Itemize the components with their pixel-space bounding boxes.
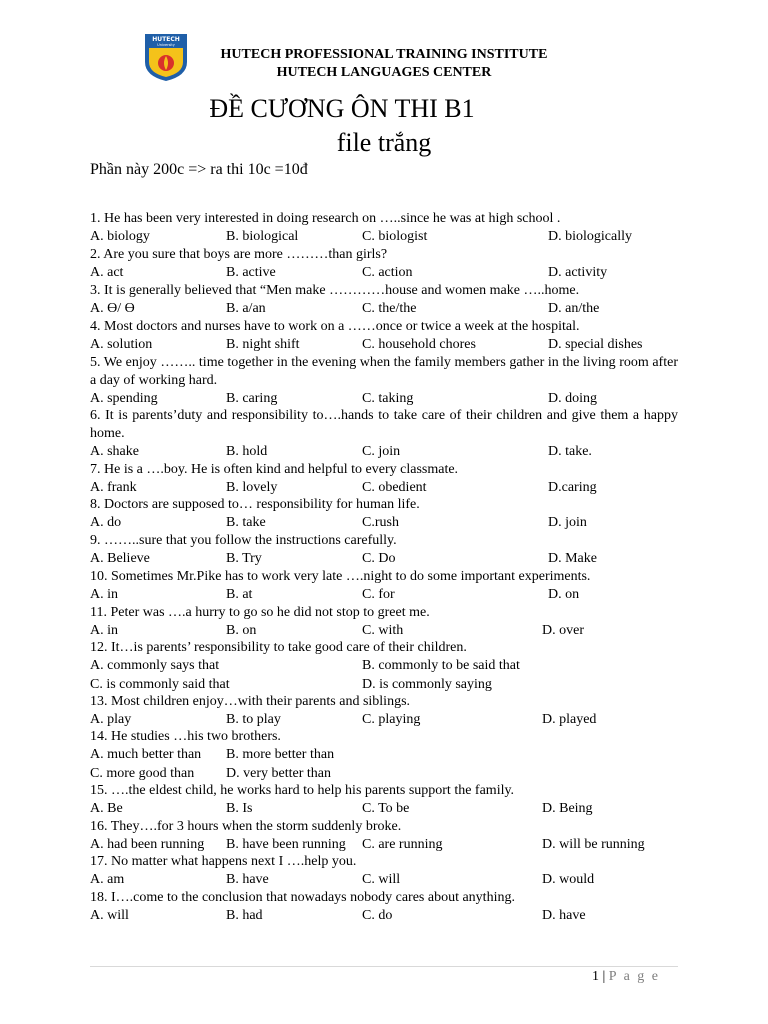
- question-stem: 14. He studies …his two brothers.: [90, 729, 281, 744]
- option-c: C. do: [362, 908, 393, 923]
- option-c: C. for: [362, 587, 395, 602]
- option-d: D. will be running: [542, 837, 645, 852]
- question-stem: 11. Peter was ….a hurry to go so he did not stop to greet me.: [90, 605, 430, 620]
- option-a: A. solution: [90, 337, 153, 352]
- option-b: B. have been running: [226, 837, 346, 852]
- option-b: B. more better than: [226, 747, 335, 762]
- question-5: [90, 354, 678, 408]
- page-footer: [0, 968, 660, 986]
- option-b: B. night shift: [226, 337, 300, 352]
- question-7: [90, 461, 678, 497]
- question-stem: 16. They….for 3 hours when the storm suddenly broke.: [90, 819, 402, 834]
- option-d: D.caring: [548, 480, 597, 495]
- question-stem: 12. It…is parents’ responsibility to take good care of their children.: [90, 640, 467, 655]
- option-d: D. very better than: [226, 766, 331, 781]
- option-a: A. in: [90, 587, 118, 602]
- question-stem: 1. He has been very interested in doing research on …..since he was at high school .: [90, 211, 561, 226]
- question-stem: 7. He is a ….boy. He is often kind and helpful to every classmate.: [90, 462, 459, 477]
- option-d: D. activity: [548, 265, 608, 280]
- question-16: [90, 818, 678, 854]
- logo-text: HUTECH: [152, 36, 180, 43]
- question-stem: 6. It is parents’duty and responsibility to….hands to take care of their children and give them a happy home.: [90, 408, 678, 441]
- option-a: A. frank: [90, 480, 137, 495]
- option-d: D. played: [542, 712, 597, 727]
- option-c: C. household chores: [362, 337, 476, 352]
- page-label: P a g e: [608, 969, 660, 984]
- option-c: C. action: [362, 265, 413, 280]
- option-d: D. over: [542, 623, 584, 638]
- question-stem: 13. Most children enjoy…with their parents and siblings.: [90, 694, 411, 709]
- question-6: [90, 407, 678, 461]
- option-b: B. caring: [226, 391, 278, 406]
- option-c: C. playing: [362, 712, 421, 727]
- option-c: C. more good than: [90, 766, 195, 781]
- option-a: A. Ɵ/ Ɵ: [90, 301, 135, 316]
- option-a: A. do: [90, 515, 122, 530]
- logo-subtext: University: [157, 43, 175, 47]
- option-b: B. lovely: [226, 480, 278, 495]
- question-stem: 10. Sometimes Mr.Pike has to work very late ….night to do some important experiments.: [90, 569, 591, 584]
- option-a: A. commonly says that: [90, 658, 220, 673]
- question-3: [90, 282, 678, 318]
- question-12: [90, 639, 678, 694]
- option-a: A. shake: [90, 444, 139, 459]
- option-d: D. would: [542, 872, 595, 887]
- question-15: [90, 782, 678, 818]
- question-stem: 2. Are you sure that boys are more ………than girls?: [90, 247, 388, 262]
- option-c: C. Do: [362, 551, 396, 566]
- option-c: C. with: [362, 623, 404, 638]
- option-d: D. is commonly saying: [362, 677, 492, 692]
- option-b: B. Is: [226, 801, 253, 816]
- question-10: [90, 568, 678, 604]
- document-title: ĐỀ CƯƠNG ÔN THI B1: [209, 94, 475, 123]
- question-stem: 3. It is generally believed that “Men make …………house and women make …..home.: [90, 283, 580, 298]
- option-a: A. will: [90, 908, 129, 923]
- option-c: C.rush: [362, 515, 399, 530]
- option-d: D. doing: [548, 391, 597, 406]
- option-b: B. have: [226, 872, 269, 887]
- option-d: D. take.: [548, 444, 592, 459]
- option-c: C. biologist: [362, 229, 428, 244]
- question-4: [90, 318, 678, 354]
- option-d: D. join: [548, 515, 587, 530]
- option-b: B. had: [226, 908, 263, 923]
- question-1: [90, 210, 678, 246]
- question-stem: 17. No matter what happens next I ….help you.: [90, 854, 357, 869]
- option-a: A. act: [90, 265, 124, 280]
- option-b: B. commonly to be said that: [362, 658, 520, 673]
- option-b: B. on: [226, 623, 257, 638]
- option-b: B. hold: [226, 444, 268, 459]
- question-stem: 5. We enjoy …….. time together in the evening when the family members gather in the living room after a day of working hard.: [90, 355, 678, 388]
- option-c: C. is commonly said that: [90, 677, 230, 692]
- question-stem: 4. Most doctors and nurses have to work on a ……once or twice a week at the hospital.: [90, 319, 580, 334]
- option-c: C. join: [362, 444, 401, 459]
- option-b: B. active: [226, 265, 276, 280]
- question-8: [90, 496, 678, 532]
- question-18: [90, 889, 678, 925]
- option-a: A. had been running: [90, 837, 205, 852]
- question-stem: 18. I….come to the conclusion that nowadays nobody cares about anything.: [90, 890, 515, 905]
- option-c: C. taking: [362, 391, 414, 406]
- question-14: [90, 728, 678, 783]
- institute-name: HUTECH PROFESSIONAL TRAINING INSTITUTE: [220, 47, 548, 62]
- option-a: A. Believe: [90, 551, 150, 566]
- option-b: B. take: [226, 515, 266, 530]
- option-b: B. a/an: [226, 301, 266, 316]
- option-d: D. on: [548, 587, 580, 602]
- option-d: D. have: [542, 908, 586, 923]
- page-separator: |: [602, 969, 606, 984]
- question-11: [90, 604, 678, 640]
- option-a: A. play: [90, 712, 132, 727]
- option-a: A. Be: [90, 801, 123, 816]
- footer-divider: [90, 966, 678, 967]
- question-9: [90, 532, 678, 568]
- option-b: B. to play: [226, 712, 281, 727]
- option-a: A. biology: [90, 229, 150, 244]
- option-c: C. the/the: [362, 301, 417, 316]
- option-c: C. obedient: [362, 480, 427, 495]
- option-c: C. are running: [362, 837, 443, 852]
- document-subtitle: file trắng: [336, 128, 432, 157]
- option-b: B. biological: [226, 229, 299, 244]
- option-d: D. special dishes: [548, 337, 643, 352]
- option-c: C. To be: [362, 801, 410, 816]
- institute-header: [190, 46, 578, 82]
- page-number: 1: [591, 969, 599, 984]
- question-17: [90, 853, 678, 889]
- option-d: D. an/the: [548, 301, 600, 316]
- question-stem: 9. ……..sure that you follow the instructions carefully.: [90, 533, 397, 548]
- question-stem: 15. ….the eldest child, he works hard to help his parents support the family.: [90, 783, 515, 798]
- hutech-logo: [143, 32, 189, 82]
- option-d: D. Make: [548, 551, 597, 566]
- option-c: C. will: [362, 872, 401, 887]
- option-a: A. am: [90, 872, 125, 887]
- center-name: HUTECH LANGUAGES CENTER: [276, 65, 492, 80]
- option-d: D. biologically: [548, 229, 632, 244]
- option-b: B. at: [226, 587, 253, 602]
- question-13: [90, 693, 678, 729]
- question-2: [90, 246, 678, 282]
- option-d: D. Being: [542, 801, 593, 816]
- option-a: A. in: [90, 623, 118, 638]
- option-a: A. much better than: [90, 747, 202, 762]
- option-a: A. spending: [90, 391, 158, 406]
- scoring-note: Phần này 200c => ra thi 10c =10đ: [90, 161, 308, 178]
- question-stem: 8. Doctors are supposed to… responsibility for human life.: [90, 497, 420, 512]
- option-b: B. Try: [226, 551, 262, 566]
